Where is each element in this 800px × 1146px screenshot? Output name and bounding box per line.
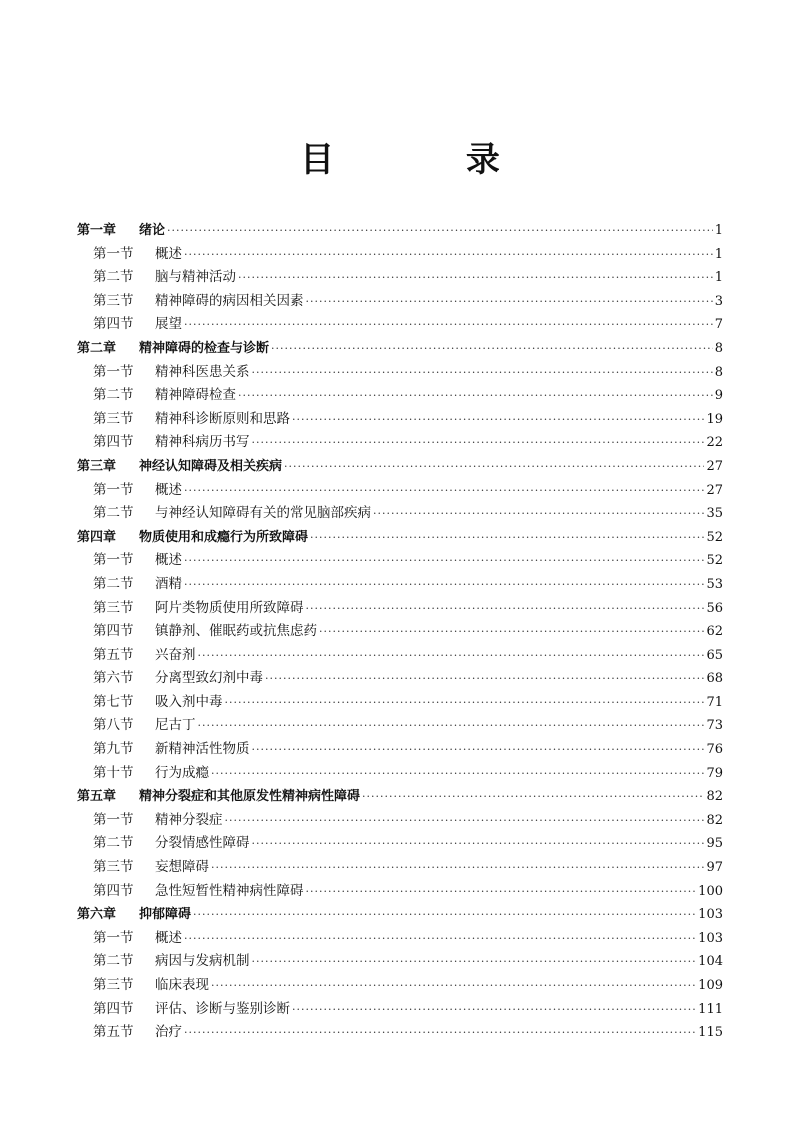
- dot-leader: [284, 455, 704, 479]
- toc-section-entry[interactable]: [77, 549, 723, 573]
- toc-page-number: 76: [706, 742, 723, 758]
- dot-leader: [238, 384, 713, 408]
- toc-entry-title: 展望: [155, 316, 182, 333]
- dot-leader: [306, 290, 713, 314]
- toc-entry-number: 第五节: [93, 1024, 134, 1041]
- toc-section-entry[interactable]: [77, 998, 723, 1022]
- toc-page-number: 71: [706, 694, 723, 710]
- toc-chapter-entry[interactable]: [77, 337, 723, 361]
- toc-section-entry[interactable]: [77, 313, 723, 337]
- toc-entry-title: 精神障碍的病因相关因素: [155, 292, 304, 309]
- toc-entry-title: 脑与精神活动: [155, 269, 236, 286]
- toc-section-entry[interactable]: [77, 243, 723, 267]
- toc-entry-number: 第三章: [77, 458, 117, 474]
- toc-entry-number: 第三节: [93, 599, 134, 616]
- toc-section-entry[interactable]: [77, 950, 723, 974]
- toc-entry-title: 新精神活性物质: [155, 741, 250, 758]
- toc-page-number: 53: [706, 576, 723, 592]
- toc-entry-title: 精神分裂症: [155, 811, 223, 828]
- toc-entry-title: 精神障碍检查: [155, 387, 236, 404]
- toc-entry-title: 分裂情感性障碍: [155, 835, 250, 852]
- toc-entry-number: 第四节: [93, 434, 134, 451]
- toc-entry-title: 精神科病历书写: [155, 434, 250, 451]
- toc-entry-title: 评估、诊断与鉴别诊断: [155, 1000, 290, 1017]
- toc-page-number: 35: [706, 506, 723, 522]
- dot-leader: [292, 408, 704, 432]
- toc-section-entry[interactable]: [77, 809, 723, 833]
- toc-section-entry[interactable]: [77, 691, 723, 715]
- toc-page-number: 1: [714, 246, 723, 262]
- dot-leader: [292, 998, 696, 1022]
- dot-leader: [184, 549, 704, 573]
- toc-page-number: 52: [706, 553, 723, 569]
- dot-leader: [265, 667, 704, 691]
- toc-section-entry[interactable]: [77, 502, 723, 526]
- dot-leader: [184, 243, 713, 267]
- toc-section-entry[interactable]: [77, 667, 723, 691]
- toc-entry-number: 第五章: [77, 789, 117, 805]
- toc-entry-number: 第一节: [93, 811, 134, 828]
- toc-section-entry[interactable]: [77, 384, 723, 408]
- toc-entry-title: 妄想障碍: [155, 859, 209, 876]
- toc-section-entry[interactable]: [77, 832, 723, 856]
- toc-entry-number: 第一节: [93, 481, 134, 498]
- dot-leader: [198, 644, 705, 668]
- toc-section-entry[interactable]: [77, 573, 723, 597]
- dot-leader: [252, 832, 705, 856]
- dot-leader: [211, 856, 704, 880]
- dot-leader: [362, 785, 704, 809]
- toc-page-number: 22: [706, 435, 723, 451]
- toc-page-number: 115: [698, 1025, 723, 1041]
- toc-entry-title: 概述: [155, 245, 182, 262]
- toc-entry-title: 治疗: [155, 1024, 182, 1041]
- toc-entry-title: 精神分裂症和其他原发性精神病性障碍: [139, 789, 361, 805]
- dot-leader: [306, 880, 697, 904]
- toc-entry-number: 第六章: [77, 907, 117, 923]
- toc-section-entry[interactable]: [77, 880, 723, 904]
- toc-entry-number: 第一节: [93, 363, 134, 380]
- toc-entry-title: 病因与发病机制: [155, 953, 250, 970]
- toc-entry-title: 绪论: [139, 223, 166, 238]
- toc-entry-title: 精神科诊断原则和思路: [155, 410, 290, 427]
- toc-entry-number: 第三节: [93, 410, 134, 427]
- toc-entry-number: 第七节: [93, 693, 134, 710]
- toc-section-entry[interactable]: [77, 408, 723, 432]
- toc-section-entry[interactable]: [77, 361, 723, 385]
- toc-entry-number: 第一章: [77, 223, 117, 238]
- dot-leader: [225, 809, 705, 833]
- toc-section-entry[interactable]: [77, 266, 723, 290]
- toc-page-number: 56: [706, 600, 723, 616]
- toc-page-number: 104: [698, 954, 723, 970]
- toc-entry-number: 第十节: [93, 764, 134, 781]
- toc-page-number: 109: [698, 978, 723, 993]
- toc-entry-title: 抑郁障碍: [139, 907, 192, 923]
- toc-page-number: 65: [706, 647, 723, 663]
- toc-entry-number: 第三节: [93, 977, 134, 993]
- toc-entry-number: 第二节: [93, 269, 134, 286]
- toc-page-number: 1: [714, 270, 723, 286]
- toc-page-number: 8: [714, 364, 723, 380]
- toc-section-entry[interactable]: [77, 290, 723, 314]
- toc-page-number: 97: [706, 860, 723, 876]
- dot-leader: [184, 313, 713, 337]
- toc-section-entry[interactable]: [77, 597, 723, 621]
- toc-entry-number: 第二节: [93, 575, 134, 592]
- toc-section-entry[interactable]: [77, 974, 723, 998]
- toc-page-number: 82: [706, 812, 723, 828]
- toc-chapter-entry[interactable]: [77, 785, 723, 809]
- toc-entry-title: 神经认知障碍及相关疾病: [139, 458, 283, 474]
- toc-section-entry[interactable]: [77, 762, 723, 786]
- dot-leader: [238, 266, 713, 290]
- toc-page-number: 73: [706, 718, 723, 734]
- dot-leader: [167, 219, 713, 243]
- toc-page-number: 7: [714, 317, 723, 333]
- toc-page-number: 9: [714, 388, 723, 404]
- toc-entry-number: 第四节: [93, 623, 134, 640]
- toc-entry-title: 分离型致幻剂中毒: [155, 670, 263, 687]
- toc-section-entry[interactable]: [77, 479, 723, 503]
- toc-entry-number: 第二节: [93, 505, 134, 522]
- toc-entry-number: 第三节: [93, 859, 134, 876]
- toc-entry-title: 行为成瘾: [155, 764, 209, 781]
- toc-entry-number: 第一节: [93, 552, 134, 569]
- toc-page-number: 103: [698, 930, 723, 946]
- toc-entry-title: 兴奋剂: [155, 646, 196, 663]
- toc-page-number: 1: [714, 223, 723, 238]
- toc-page-number: 103: [698, 907, 723, 923]
- dot-leader: [184, 1021, 696, 1045]
- toc-page-number: 68: [706, 671, 723, 687]
- dot-leader: [310, 526, 704, 550]
- toc-page-number: 82: [706, 789, 723, 805]
- toc-entry-number: 第八节: [93, 717, 134, 734]
- toc-chapter-entry[interactable]: [77, 455, 723, 479]
- toc-page-number: 27: [706, 458, 723, 474]
- toc-entry-title: 与神经认知障碍有关的常见脑部疾病: [155, 505, 371, 522]
- toc-entry-number: 第四节: [93, 1000, 134, 1017]
- toc-page-number: 95: [706, 836, 723, 852]
- toc-entry-title: 酒精: [155, 575, 182, 592]
- toc-entry-number: 第一节: [93, 929, 134, 946]
- toc-page-number: 111: [698, 1001, 723, 1017]
- toc-entry-number: 第六节: [93, 670, 134, 687]
- dot-leader: [306, 597, 705, 621]
- dot-leader: [184, 573, 704, 597]
- toc-page-number: 27: [706, 482, 723, 498]
- dot-leader: [198, 714, 705, 738]
- toc-entry-number: 第五节: [93, 646, 134, 663]
- toc-entry-title: 精神障碍的检查与诊断: [139, 340, 270, 356]
- toc-chapter-entry[interactable]: [77, 903, 723, 927]
- toc-entry-number: 第一节: [93, 245, 134, 262]
- toc-entry-number: 第九节: [93, 741, 134, 758]
- toc-entry-title: 物质使用和成瘾行为所致障碍: [139, 529, 309, 545]
- dot-leader: [184, 479, 704, 503]
- toc-entry-title: 概述: [155, 552, 182, 569]
- toc-entry-title: 吸入剂中毒: [155, 693, 223, 710]
- toc-entry-number: 第二节: [93, 387, 134, 404]
- toc-entry-number: 第四节: [93, 316, 134, 333]
- toc-chapter-entry[interactable]: [77, 526, 723, 550]
- dot-leader: [252, 361, 713, 385]
- dot-leader: [225, 691, 705, 715]
- dot-leader: [373, 502, 704, 526]
- toc-page-number: 19: [706, 411, 723, 427]
- toc-page-number: 8: [714, 340, 723, 356]
- dot-leader: [252, 738, 705, 762]
- toc-section-entry[interactable]: [77, 714, 723, 738]
- toc-entry-title: 镇静剂、催眠药或抗焦虑药: [155, 623, 317, 640]
- toc-page-number: 52: [706, 529, 723, 545]
- dot-leader: [211, 974, 696, 998]
- toc-section-entry[interactable]: [77, 856, 723, 880]
- toc-entry-number: 第四节: [93, 882, 134, 899]
- toc-section-entry[interactable]: [77, 431, 723, 455]
- dot-leader: [271, 337, 713, 361]
- toc-entry-number: 第二节: [93, 835, 134, 852]
- toc-entry-title: 急性短暂性精神病性障碍: [155, 882, 304, 899]
- toc-entry-title: 概述: [155, 481, 182, 498]
- dot-leader: [211, 762, 704, 786]
- dot-leader: [252, 950, 697, 974]
- toc-entry-number: 第三节: [93, 292, 134, 309]
- toc-chapter-entry[interactable]: [77, 219, 723, 243]
- page-title: 目 录: [300, 140, 560, 180]
- toc-entry-title: 概述: [155, 929, 182, 946]
- toc-section-entry[interactable]: [77, 1021, 723, 1045]
- toc-section-entry[interactable]: [77, 644, 723, 668]
- toc-entry-number: 第二章: [77, 340, 117, 356]
- toc-section-entry[interactable]: [77, 620, 723, 644]
- toc-entry-title: 阿片类物质使用所致障碍: [155, 599, 304, 616]
- toc-entry-title: 尼古丁: [155, 717, 196, 734]
- toc-page-number: 79: [706, 765, 723, 781]
- toc-entry-number: 第四章: [77, 529, 117, 545]
- toc-page-number: 3: [714, 293, 723, 309]
- toc-page-number: 100: [698, 883, 723, 899]
- dot-leader: [193, 903, 696, 927]
- toc-section-entry[interactable]: [77, 738, 723, 762]
- toc-entry-title: 精神科医患关系: [155, 363, 250, 380]
- toc-page-number: 62: [706, 624, 723, 640]
- dot-leader: [184, 927, 696, 951]
- dot-leader: [252, 431, 705, 455]
- toc-entry-number: 第二节: [93, 953, 134, 970]
- table-of-contents: [77, 219, 723, 1045]
- dot-leader: [319, 620, 704, 644]
- toc-entry-title: 临床表现: [155, 977, 209, 993]
- toc-section-entry[interactable]: [77, 927, 723, 951]
